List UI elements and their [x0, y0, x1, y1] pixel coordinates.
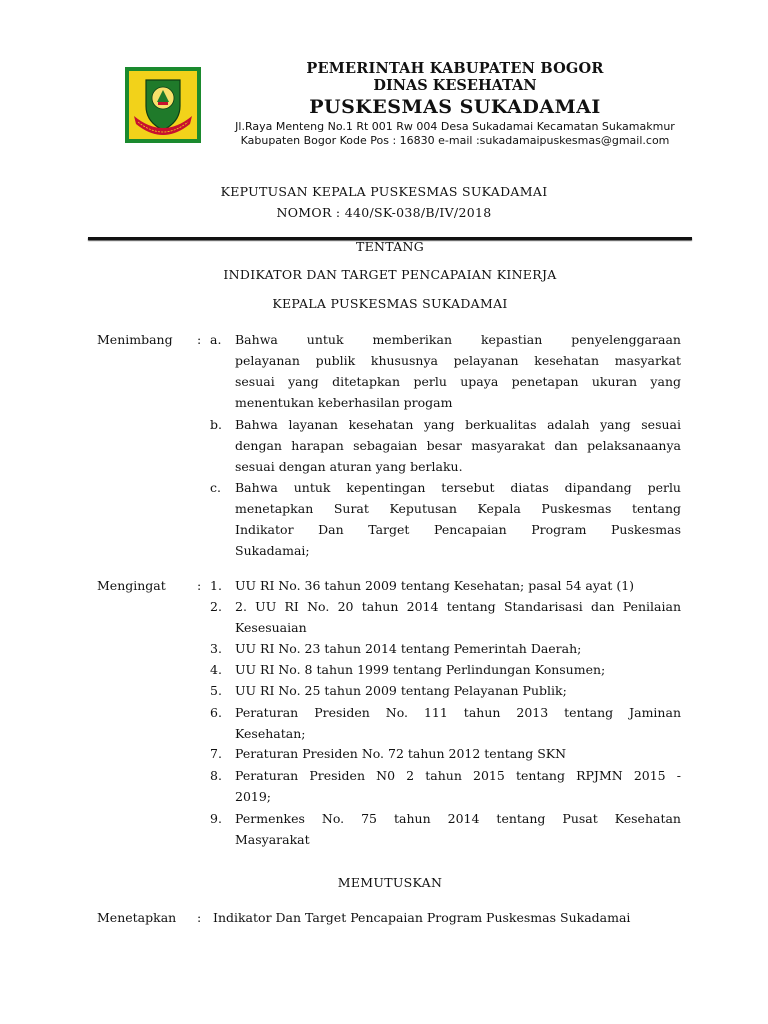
mengingat-mark: 6. [210, 705, 222, 720]
address-line-2: Kabupaten Bogor Kode Pos : 16830 e-mail :sukadamaipuskesmas@gmail.com [240, 134, 670, 147]
mengingat-item: UU RI No. 23 tahun 2014 tentang Pemerintah Daerah; [235, 641, 582, 656]
mengingat-item [235, 596, 681, 638]
decree-issuer: KEPALA PUSKESMAS SUKADAMAI [272, 296, 508, 311]
menimbang-mark-c: c. [210, 480, 221, 495]
mengingat-item-line: Peraturan Presiden No. 111 tahun 2013 tentang Jaminan [235, 705, 681, 720]
menetapkan-colon: : [197, 910, 202, 925]
mengingat-mark: 9. [210, 811, 222, 826]
mengingat-mark: 3. [210, 641, 222, 656]
mengingat-item-line: Masyarakat [235, 832, 310, 847]
government-name: PEMERINTAH KABUPATEN BOGOR [306, 60, 604, 77]
mengingat-item-line: Kesehatan; [235, 726, 306, 741]
menimbang-c-line: Sukadamai; [235, 543, 310, 558]
menetapkan-label: Menetapkan [97, 910, 177, 925]
bogor-regency-emblem-icon [124, 66, 202, 144]
menimbang-c-line: menetapkan Surat Keputusan Kepala Puskesmas tentang [235, 501, 681, 516]
mengingat-item [235, 765, 681, 807]
mengingat-item [235, 702, 681, 744]
mengingat-mark: 8. [210, 768, 222, 783]
mengingat-label: Mengingat [97, 578, 166, 593]
menimbang-b-line: sesuai dengan aturan yang berlaku. [235, 459, 463, 474]
menimbang-label: Menimbang [97, 332, 173, 347]
menetapkan-text: Indikator Dan Target Pencapaian Program Puskesmas Sukadamai [213, 910, 631, 925]
menimbang-b-line: dengan harapan sebagaian besar masyarakat dan pelaksanaanya [235, 438, 681, 453]
decree-subject: INDIKATOR DAN TARGET PENCAPAIAN KINERJA [223, 267, 557, 282]
mengingat-item-line: Permenkes No. 75 tahun 2014 tentang Pusat Kesehatan [235, 811, 681, 826]
decree-title: KEPUTUSAN KEPALA PUSKESMAS SUKADAMAI [220, 184, 548, 199]
mengingat-item: UU RI No. 36 tahun 2009 tentang Kesehatan; pasal 54 ayat (1) [235, 578, 635, 593]
department-name: DINAS KESEHATAN [373, 77, 537, 94]
mengingat-item: UU RI No. 25 tahun 2009 tentang Pelayanan Publik; [235, 683, 567, 698]
address-line-1: Jl.Raya Menteng No.1 Rt 001 Rw 004 Desa Sukadamai Kecamatan Sukamakmur [235, 120, 675, 133]
menimbang-b-line: Bahwa layanan kesehatan yang berkualitas adalah yang sesuai [235, 417, 681, 432]
mengingat-item-line: 2. UU RI No. 20 tahun 2014 tentang Standarisasi dan Penilaian [235, 599, 681, 614]
institution-name: PUSKESMAS SUKADAMAI [309, 96, 601, 118]
mengingat-colon: : [197, 578, 202, 593]
mengingat-item: Peraturan Presiden No. 72 tahun 2012 tentang SKN [235, 746, 567, 761]
menimbang-c-line: Indikator Dan Target Pencapaian Program Puskesmas [235, 522, 681, 537]
mengingat-item [235, 808, 681, 850]
mengingat-item: UU RI No. 8 tahun 1999 tentang Perlindungan Konsumen; [235, 662, 606, 677]
letterhead [210, 60, 700, 148]
mengingat-mark: 7. [210, 746, 222, 761]
mengingat-item-line: Peraturan Presiden N0 2 tahun 2015 tentang RPJMN 2015 - [235, 768, 681, 783]
menimbang-mark-b: b. [210, 417, 222, 432]
mengingat-mark: 4. [210, 662, 222, 677]
mengingat-item-line: Kesesuaian [235, 620, 307, 635]
mengingat-mark: 1. [210, 578, 222, 593]
menimbang-a-line: sesuai yang ditetapkan perlu upaya penetapan ukuran yang [235, 374, 681, 389]
mengingat-mark: 5. [210, 683, 222, 698]
decree-number: NOMOR : 440/SK-038/B/IV/2018 [276, 205, 492, 220]
menimbang-a-line: Bahwa untuk memberikan kepastian penyelenggaraan [235, 332, 681, 347]
mengingat-item-line: 2019; [235, 789, 272, 804]
mengingat-mark: 2. [210, 599, 222, 614]
menimbang-a-line: menentukan keberhasilan progam [235, 395, 453, 410]
menimbang-c-line: Bahwa untuk kepentingan tersebut diatas dipandang perlu [235, 480, 681, 495]
menimbang-mark-a: a. [210, 332, 222, 347]
menimbang-item-a [235, 329, 681, 413]
menimbang-a-line: pelayanan publik khususnya pelayanan kesehatan masyarkat [235, 353, 681, 368]
menimbang-item-b [235, 414, 681, 477]
memutuskan-heading: MEMUTUSKAN [337, 875, 443, 890]
menimbang-item-c [235, 477, 681, 561]
about-heading: TENTANG [355, 239, 425, 254]
menimbang-colon: : [197, 332, 202, 347]
